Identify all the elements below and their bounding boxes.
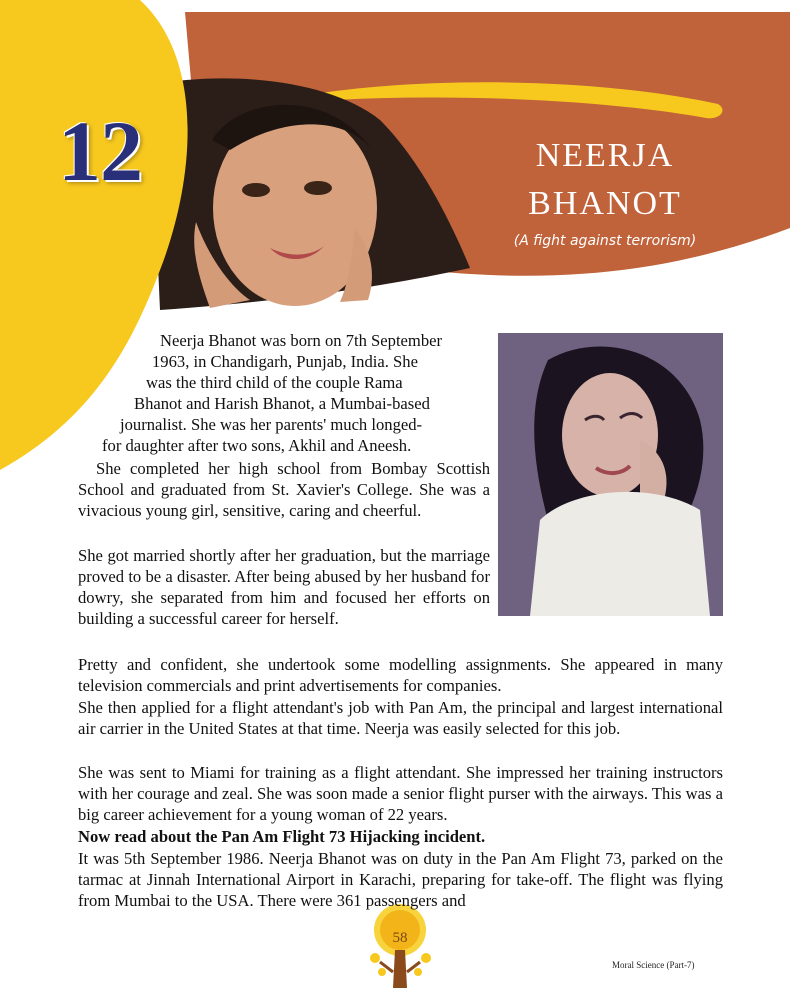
intro-paragraph [0, 330, 490, 456]
page-number: 58 [392, 930, 408, 946]
paragraph-pan-am: She then applied for a flight attendant's job with Pan Am, the principal and largest international air carrier in the United States at that time. Neerja was easily selected for this job. [78, 698, 723, 738]
intro-line: for daughter after two sons, Akhil and Aneesh. [102, 436, 412, 455]
portrait-photo-right [498, 333, 723, 616]
title-line-2: BHANOT [528, 185, 682, 222]
paragraph-marriage: She got married shortly after her graduation, but the marriage proved to be a disaster. After being abused by her husband for dowry, she separated from him and focused her efforts on building a successful career for herself. [78, 546, 490, 628]
paragraph-education: She completed her high school from Bombay Scottish School and graduated from St. Xavier's College. She was a vivacious young girl, sensitive, caring and cheerful. [78, 459, 490, 520]
title-line-1: NEERJA [535, 137, 675, 174]
paragraph-training: She was sent to Miami for training as a flight attendant. She impressed her training instructors with her courage and zeal. She was soon made a senior flight purser with the airways. This was a big career achievement for a young woman of 22 years. [78, 763, 723, 824]
paragraph-modelling: Pretty and confident, she undertook some modelling assignments. She appeared in many television commercials and print advertisements for companies. [78, 655, 723, 695]
intro-line: 1963, in Chandigarh, Punjab, India. She [152, 352, 418, 371]
chapter-subtitle: (A fight against terrorism) [513, 233, 697, 249]
intro-line: journalist. She was her parents' much longed- [120, 415, 423, 434]
paragraph-hijacking: It was 5th September 1986. Neerja Bhanot was on duty in the Pan Am Flight 73, parked on the tarmac at Jinnah International Airport in Karachi, preparing for take-off. The flight was flying from Mumbai to the USA. There were 361 passengers and [78, 849, 723, 910]
section-heading: Now read about the Pan Am Flight 73 Hijacking incident. [78, 827, 486, 846]
intro-line: Neerja Bhanot was born on 7th September [160, 331, 443, 350]
intro-line: was the third child of the couple Rama [146, 373, 403, 392]
book-title: Moral Science (Part-7) [612, 960, 695, 970]
chapter-number: 12 [58, 103, 142, 199]
chapter-title [470, 132, 740, 228]
intro-line: Bhanot and Harish Bhanot, a Mumbai-based [134, 394, 430, 413]
